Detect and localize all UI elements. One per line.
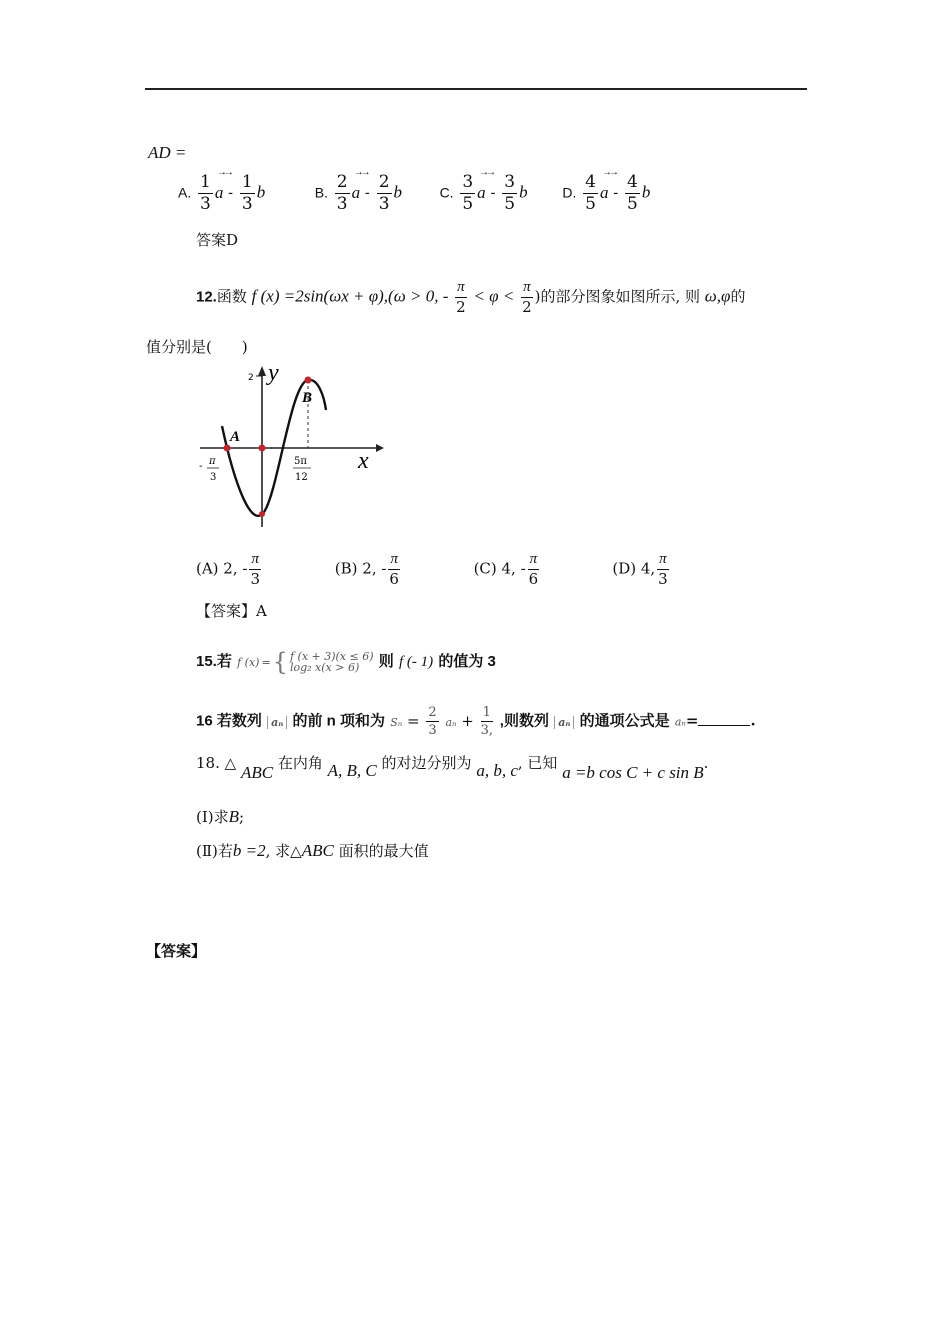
- q12-option-b[interactable]: (B) 2, - $\frac{\pi}{6}$: [334, 551, 399, 588]
- origin-marker: [259, 445, 266, 452]
- q12-graph: [196, 362, 386, 532]
- y-axis-arrow: [258, 366, 266, 376]
- q11-lhs: AD =: [148, 143, 187, 162]
- final-answer-heading: 【答案】: [146, 942, 207, 960]
- neg-label-den: 3: [210, 472, 217, 483]
- q11-option-a[interactable]: A. $\frac{1}{3}$ →→ a - $\frac{1}{3}$ b: [178, 174, 310, 213]
- q16-answer-blank[interactable]: [698, 711, 750, 726]
- q12-stem: 12.函数 f (x) =2sin(ωx + φ),(ω > 0, - $\frac{\pi}{2}$ < φ < $\frac{\pi}{2}$ )的部分图象如图所示, 则 ω,φ的: [196, 279, 746, 316]
- q18-part-1: (Ⅰ)求B;: [196, 807, 245, 826]
- q16-stem: 16 若数列 aₙ 的前 n 项和为 Sₙ = $\frac{2}{3}$ aₙ + $\frac{1}{3,}$ ,则数列 aₙ 的通项公式是 aₙ= .: [196, 705, 756, 738]
- y-tick-label: 2: [248, 373, 254, 383]
- neg-sign: -: [199, 461, 203, 472]
- q12-option-d[interactable]: (D) 4, $\frac{\pi}{3}$: [612, 551, 668, 588]
- point-b-marker: [305, 377, 312, 384]
- y-axis-label: y: [268, 362, 279, 386]
- min-marker: [259, 511, 265, 517]
- q12-options: [196, 552, 671, 587]
- point-a-marker: [224, 445, 231, 452]
- x-axis-label: x: [358, 448, 369, 474]
- q11-option-b[interactable]: B. $\frac{2}{3}$ →→ a - $\frac{2}{3}$ b: [315, 174, 435, 213]
- header-rule: [145, 88, 807, 90]
- q18-stem: 18. △ ABC 在内角 A, B, C 的对边分别为 a, b, c, 已知 a =b cos C + c sin B.: [196, 754, 709, 782]
- q18-part-2: (Ⅱ)若b =2, 求△ABC 面积的最大值: [196, 841, 429, 860]
- point-a-label: A: [230, 429, 241, 445]
- q15-stem: 15.若 f (x) = { f (x + 3)(x ≤ 6) log₂ x(x > 6) 则 f (- 1) 的值为 3: [196, 648, 496, 676]
- x-axis-arrow: [376, 444, 384, 452]
- point-b-label: B: [302, 390, 313, 406]
- q11-options: [178, 174, 650, 213]
- q12-stem-line2: 值分别是( ): [146, 338, 248, 356]
- pos-label-den: 12: [295, 472, 308, 483]
- q11-option-c[interactable]: C. $\frac{3}{5}$ →→ a - $\frac{3}{5}$ b: [440, 174, 558, 213]
- q12-option-a[interactable]: (A) 2, - $\frac{\pi}{3}$: [196, 551, 260, 588]
- q11-answer: 答案D: [196, 231, 239, 249]
- neg-label-num: π: [209, 456, 216, 467]
- q11-option-d[interactable]: D. $\frac{4}{5}$ →→ a - $\frac{4}{5}$ b: [562, 174, 650, 213]
- q12-answer: 【答案】A: [196, 602, 267, 620]
- q12-option-c[interactable]: (C) 4, - $\frac{\pi}{6}$: [473, 551, 539, 588]
- pos-label-num: 5π: [294, 456, 307, 467]
